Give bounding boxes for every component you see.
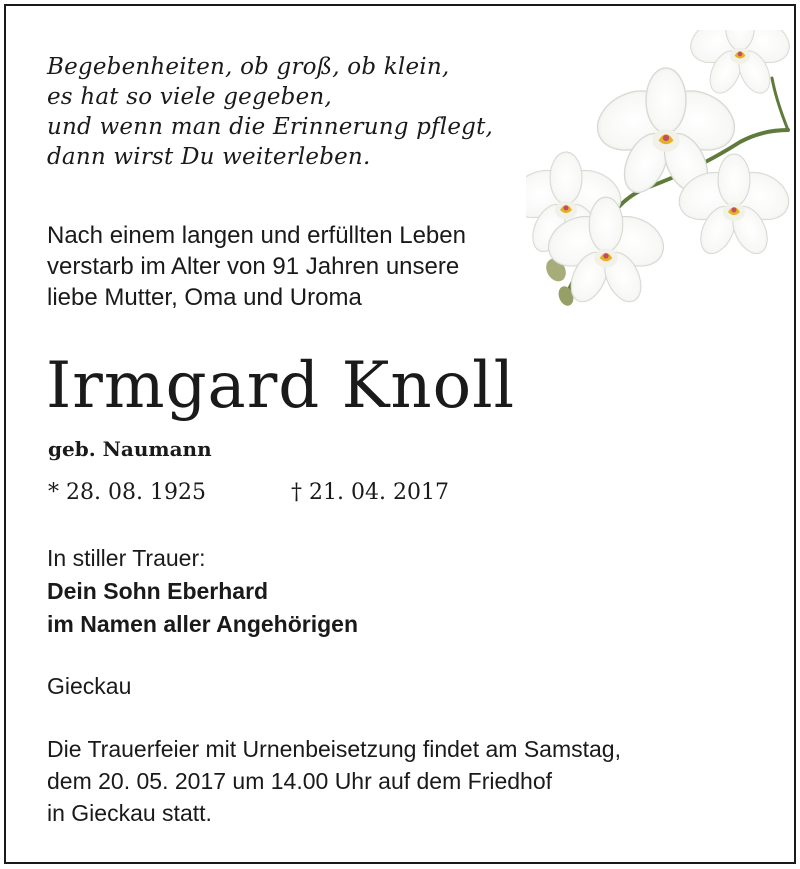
deceased-name: Irmgard Knoll [46, 349, 516, 423]
death-announcement [47, 220, 466, 313]
poem-line: dann wirst Du weiterleben. [47, 144, 371, 170]
birth-date: * 28. 08. 1925 [48, 480, 206, 505]
orchid-flower-image [526, 30, 792, 312]
residence-place: Gieckau [47, 673, 132, 699]
poem-line: Begebenheiten, ob groß, ob klein, [47, 54, 450, 80]
mourner-son: Dein Sohn Eberhard [47, 578, 269, 604]
service-line: Die Trauerfeier mit Urnenbeisetzung findet am Samstag, [47, 736, 621, 762]
service-line: dem 20. 05. 2017 um 14.00 Uhr auf dem Friedhof [47, 768, 553, 794]
announcement-line: verstarb im Alter von 91 Jahren unsere [47, 253, 460, 280]
poem-line: es hat so viele gegeben, [47, 84, 332, 110]
poem-line: und wenn man die Erinnerung pflegt, [47, 114, 494, 140]
mourners-block [47, 542, 358, 641]
mourners-intro: In stiller Trauer: [47, 545, 206, 571]
service-line: in Gieckau statt. [47, 800, 212, 826]
mourner-relatives: im Namen aller Angehörigen [47, 611, 358, 637]
announcement-line: liebe Mutter, Oma und Uroma [47, 284, 362, 311]
death-date: † 21. 04. 2017 [291, 480, 449, 505]
announcement-line: Nach einem langen und erfüllten Leben [47, 222, 466, 249]
memorial-poem [47, 52, 493, 172]
maiden-name: geb. Naumann [48, 437, 212, 461]
funeral-service-info [47, 733, 621, 829]
